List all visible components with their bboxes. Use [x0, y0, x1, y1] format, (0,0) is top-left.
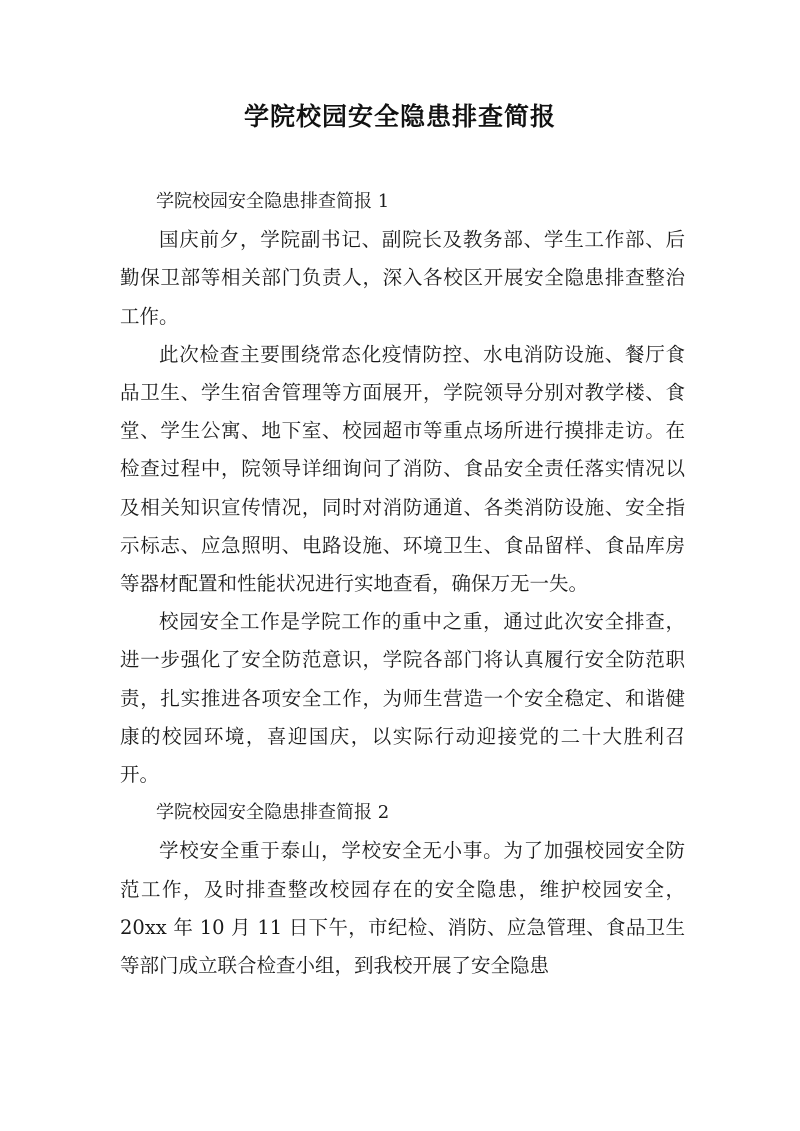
paragraph: 此次检查主要围绕常态化疫情防控、水电消防设施、餐厅食品卫生、学生宿舍管理等方面展开，学院领导分别对教学楼、食堂、学生公寓、地下室、校园超市等重点场所进行摸排走访。在检查过程中，院领导详细询问了消防、食品安全责任落实情况以及相关知识宣传情况，同时对消防通道、各类消防设施、安全指示标志、应急照明、电路设施、环境卫生、食品留样、食品库房等器材配置和性能状况进行实地查看，确保万无一失。: [120, 342, 685, 596]
paragraph: 校园安全工作是学院工作的重中之重，通过此次安全排查，进一步强化了安全防范意识，学院各部门将认真履行安全防范职责，扎实推进各项安全工作，为师生营造一个安全稳定、和谐健康的校园环境，喜迎国庆，以实际行动迎接党的二十大胜利召开。: [120, 610, 685, 787]
paragraph: 学校安全重于泰山，学校安全无小事。为了加强校园安全防范工作，及时排查整改校园存在的安全隐患，维护校园安全，20xx 年 10 月 11 日下午，市纪检、消防、应急管理、食品卫生等部门成立联合检查小组，到我校开展了安全隐患: [120, 839, 685, 978]
section-heading-1: 学院校园安全隐患排查简报 1: [156, 191, 390, 212]
document-body: [120, 183, 685, 985]
document-title: 学院校园安全隐患排查简报: [243, 102, 556, 131]
section-heading-2: 学院校园安全隐患排查简报 2: [156, 802, 390, 824]
paragraph: 国庆前夕，学院副书记、副院长及教务部、学生工作部、后勤保卫部等相关部门负责人，深入各校区开展安全隐患排查整治工作。: [120, 228, 685, 328]
